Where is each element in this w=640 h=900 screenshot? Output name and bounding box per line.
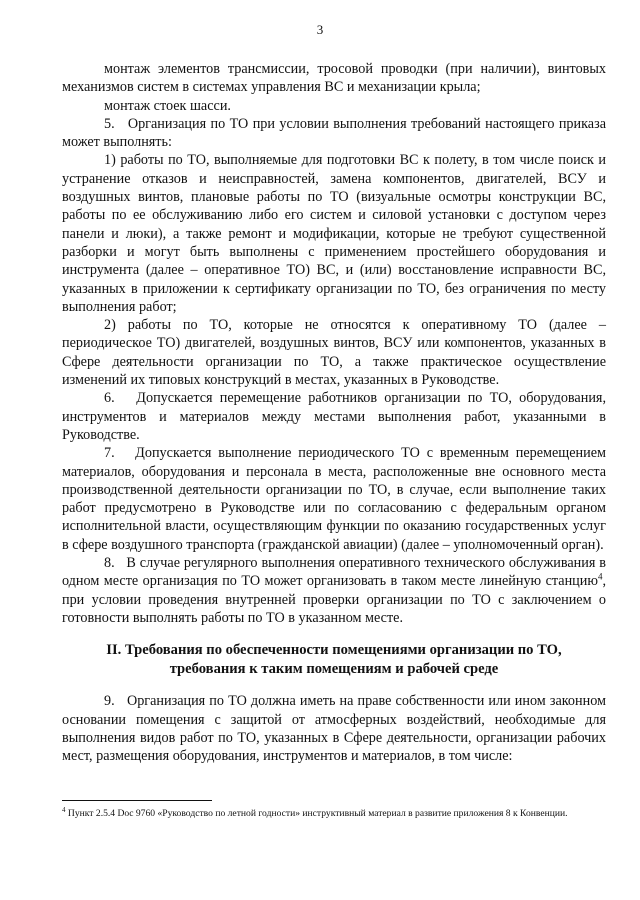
paragraph-8 xyxy=(62,554,606,627)
footnote xyxy=(62,805,606,821)
paragraph-7: 7. Допускается выполнение периодического ТО с временным перемещением материалов, оборудования и персонала в места, расположенные вне основного места производственной деятельности организации по ТО, в случае, если выполнение таких работ предусмотрено в Руководстве или по согласованию с федеральным органом исполнительной власти, осуществляющим функции по оказанию государственных услуг в сфере воздушного транспорта (гражданской авиации) (далее – уполномоченный орган). xyxy=(62,445,606,553)
paragraph-8-text-after: , при условии проведения внутренней проверки организации по ТО с заключением о готовности выполнять работы по ТО в указанном месте. xyxy=(62,573,606,626)
paragraph-5: 5. Организация по ТО при условии выполнения требований настоящего приказа может выполнять: xyxy=(62,115,606,151)
section-heading xyxy=(62,641,606,678)
footnote-text: Пункт 2.5.4 Doc 9760 «Руководство по летной годности» инструктивный материал в развитие приложения 8 к Конвенции. xyxy=(67,808,568,819)
paragraph-6: 6. Допускается перемещение работников организации по ТО, оборудования, инструментов и материалов между местами выполнения работ, указанными в Руководстве. xyxy=(62,390,606,443)
footnote-mark: 4 xyxy=(62,805,66,814)
footnote-reference: 4 xyxy=(597,571,603,582)
page-number: 3 xyxy=(316,22,324,37)
paragraph-8-text-before: 8. В случае регулярного выполнения оперативного технического обслуживания в одном месте организация по ТО может организовать в таком месте линейную станцию xyxy=(62,555,606,590)
section-heading-line-2: требования к таким помещениям и рабочей среде xyxy=(169,660,499,677)
paragraph-transmission: монтаж элементов трансмиссии, тросовой проводки (при наличии), винтовых механизмов систем в системах управления ВС и механизации крыла; xyxy=(62,61,606,96)
paragraph-5-item-2: 2) работы по ТО, которые не относятся к оперативному ТО (далее – периодическое ТО) двигателей, воздушных винтов, ВСУ или компонентов, указанных в Сфере деятельности организации по ТО, а также практическое осуществление изменений их типовых конструкций в местах, указанных в Руководстве. xyxy=(62,317,606,389)
footnote-separator xyxy=(62,800,212,801)
paragraph-9: 9. Организация по ТО должна иметь на праве собственности или ином законном основании помещения с защитой от атмосферных воздействий, необходимые для выполнения видов работ по ТО, указанных в Сфере деятельности, организации рабочих мест, размещения оборудования, инструментов и материалов, в том числе: xyxy=(62,693,606,765)
paragraph-landing-gear: монтаж стоек шасси. xyxy=(104,97,231,114)
section-heading-line-1: II. Требования по обеспеченности помещениями организации по ТО, xyxy=(106,642,562,659)
paragraph-5-item-1: 1) работы по ТО, выполняемые для подготовки ВС к полету, в том числе поиск и устранение отказов и неисправностей, замена компонентов, двигателей, ВСУ и воздушных винтов, плановые работы по ТО (визуальные осмотры конструкции ВС, работы по ее обслуживанию либо его систем и силовой установки с доступом через панели и люки), а также ремонт и модификации, которые не требуют существенной разборки и могут быть выполнены с применением простейшего оборудования и инструмента (далее – оперативное ТО) ВС, и (или) восстановление исправности ВС, указанных в приложении к сертификату организации по ТО, без ограничения по месту выполнения работ; xyxy=(62,152,606,315)
body-text xyxy=(62,60,606,765)
